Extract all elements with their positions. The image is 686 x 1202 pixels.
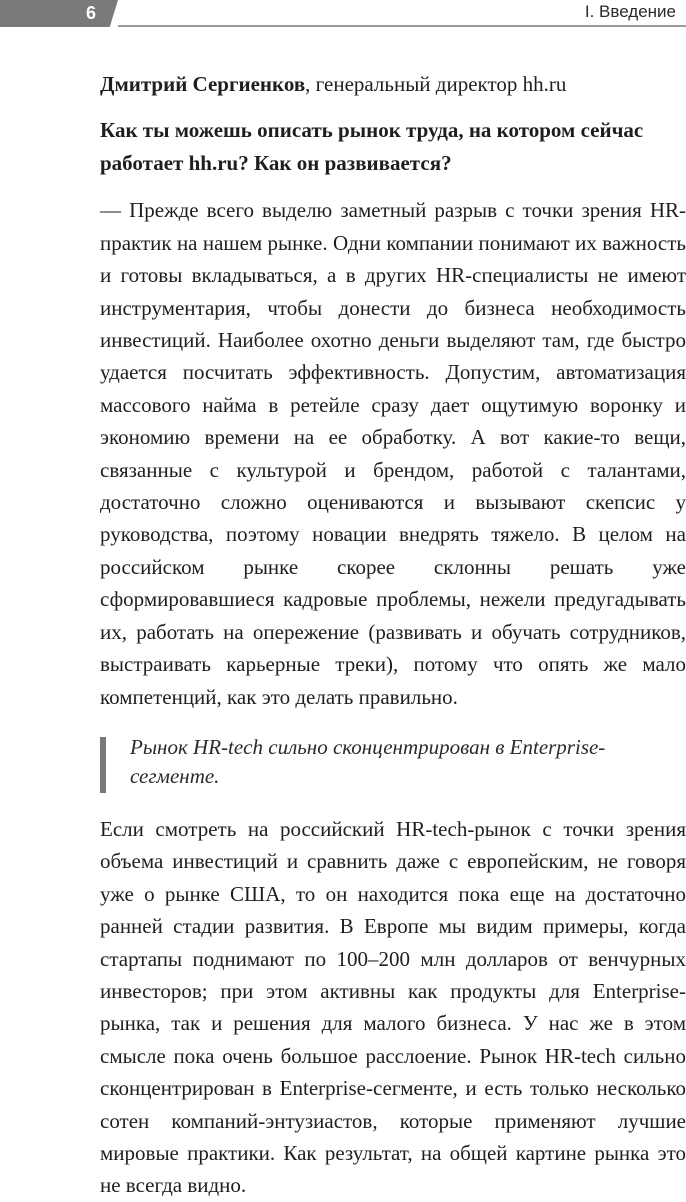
section-title: I. Введение bbox=[584, 2, 676, 21]
author-role: , генеральный директор hh.ru bbox=[305, 72, 567, 96]
interview-answer: — Прежде всего выделю заметный разрыв с точки зрения HR-практик на нашем рынке. Одни компании понимают их важность и готовы вкладываться, а в других HR-специалисты не имеют инструментария, чтобы донести до бизнеса необходимость инвестиций. Наиболее охотно деньги выделяют там, где быстро удается посчитать эффективность. Допустим, автоматизация массового найма в ретейле сразу дает ощутимую воронку и экономию времени на ее обработку. А вот какие-то вещи, связанные с культурой и брендом, работой с талантами, достаточно сложно оцениваются и вызывают скепсис у руководства, поэтому новации внедрять тяжело. В целом на российском рынке скорее склонны решать уже сформировавшиеся кадровые проблемы, нежели предугадывать их, работать на опережение (развивать и обучать сотрудников, выстраивать карьерные треки), потому что опять же мало компетенций, как это делать правильно. bbox=[100, 198, 686, 709]
author-line bbox=[100, 68, 686, 100]
page-content bbox=[100, 68, 686, 1202]
page-header bbox=[0, 0, 686, 30]
pull-quote-bar bbox=[100, 737, 106, 793]
interview-question: Как ты можешь описать рынок труда, на котором сейчас работает hh.ru? Как он развивается? bbox=[100, 118, 644, 176]
page-number-tab bbox=[0, 0, 118, 27]
author-name: Дмитрий Сергиенков bbox=[100, 72, 306, 96]
body-paragraph: Если смотреть на российский HR-tech-рынок с точки зрения объема инвестиций и сравнить даже с европейским, не говоря уже о рынке США, то он находится пока еще на достаточно ранней стадии развития. В Европе мы видим примеры, когда стартапы поднимают по 100–200 млн долларов от венчурных инвесторов; при этом активны как продукты для Enterprise-рынка, так и решения для малого бизнеса. У нас же в этом смысле пока очень большое расслоение. Рынок HR-tech сильно сконцентрирован в Enterprise-сегменте, и есть только несколько сотен компаний-энтузиастов, которые применяют лучшие мировые практики. Как результат, на общей картине рынка это не всегда видно. bbox=[100, 816, 686, 1198]
pull-quote-text: Рынок HR-tech сильно сконцентрирован в Enterprise-сегменте. bbox=[130, 734, 606, 788]
header-rule bbox=[118, 25, 686, 27]
pull-quote bbox=[100, 733, 686, 791]
page-number: 6 bbox=[86, 3, 97, 23]
